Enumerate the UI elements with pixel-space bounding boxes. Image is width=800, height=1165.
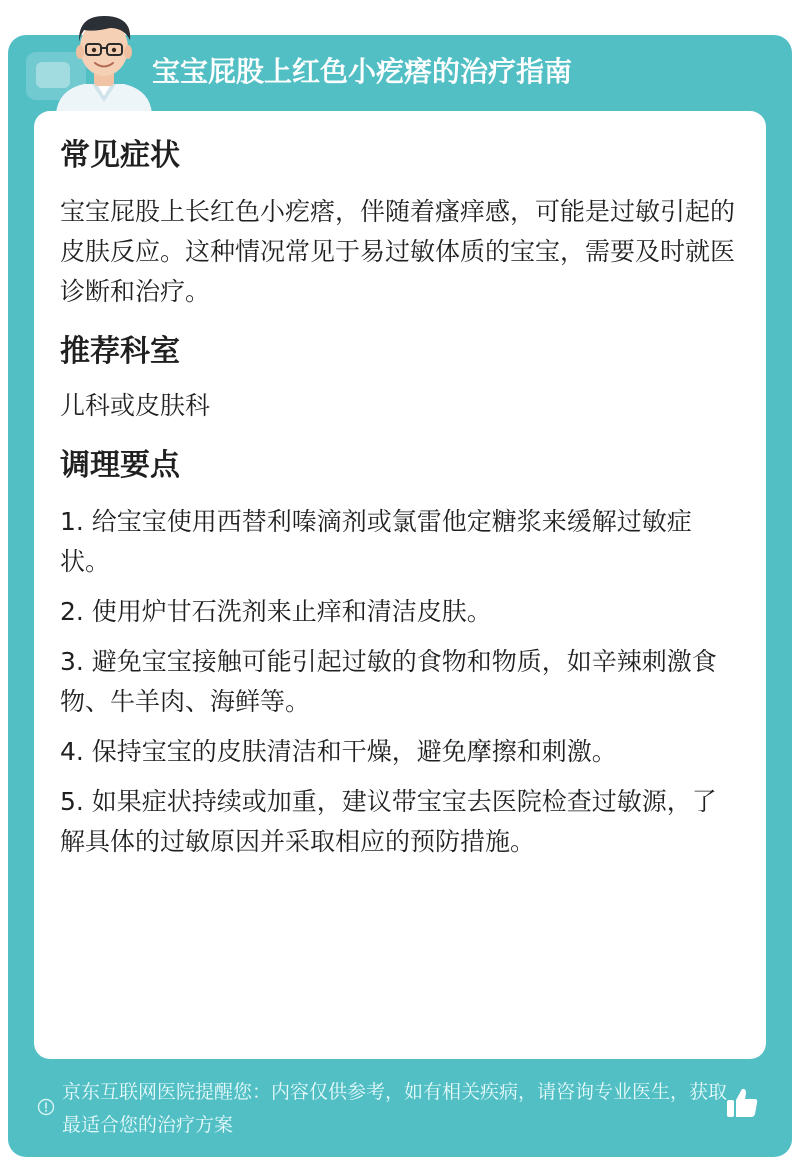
care-item: 1. 给宝宝使用西替利嗪滴剂或氯雷他定糖浆来缓解过敏症状。 [60, 507, 692, 576]
info-icon [37, 1098, 55, 1116]
care-item: 5. 如果症状持续或加重，建议带宝宝去医院检查过敏源，了解具体的过敏原因并采取相应的预防措施。 [60, 787, 717, 856]
symptoms-text: 宝宝屁股上长红色小疙瘩，伴随着瘙痒感，可能是过敏引起的皮肤反应。这种情况常见于易过敏体质的宝宝，需要及时就医诊断和治疗。 [60, 197, 736, 306]
footer-disclaimer: 京东互联网医院提醒您：内容仅供参考，如有相关疾病，请咨询专业医生，获取最适合您的治疗方案 [62, 1081, 728, 1136]
care-list [60, 502, 740, 862]
thumbs-up-icon[interactable] [724, 1085, 760, 1121]
care-item: 4. 保持宝宝的皮肤清洁和干燥，避免摩擦和刺激。 [60, 737, 617, 766]
department-text: 儿科或皮肤科 [60, 391, 211, 420]
care-item: 3. 避免宝宝接触可能引起过敏的食物和物质，如辛辣刺激食物、牛羊肉、海鲜等。 [60, 647, 717, 716]
department-title: 推荐科室 [60, 334, 180, 369]
symptoms-title: 常见症状 [60, 138, 180, 173]
care-title: 调理要点 [60, 448, 180, 483]
page-title: 宝宝屁股上红色小疙瘩的治疗指南 [152, 55, 573, 88]
doctor-avatar-icon [44, 6, 164, 114]
content-body [60, 130, 740, 872]
care-item: 2. 使用炉甘石洗剂来止痒和清洁皮肤。 [60, 597, 492, 626]
